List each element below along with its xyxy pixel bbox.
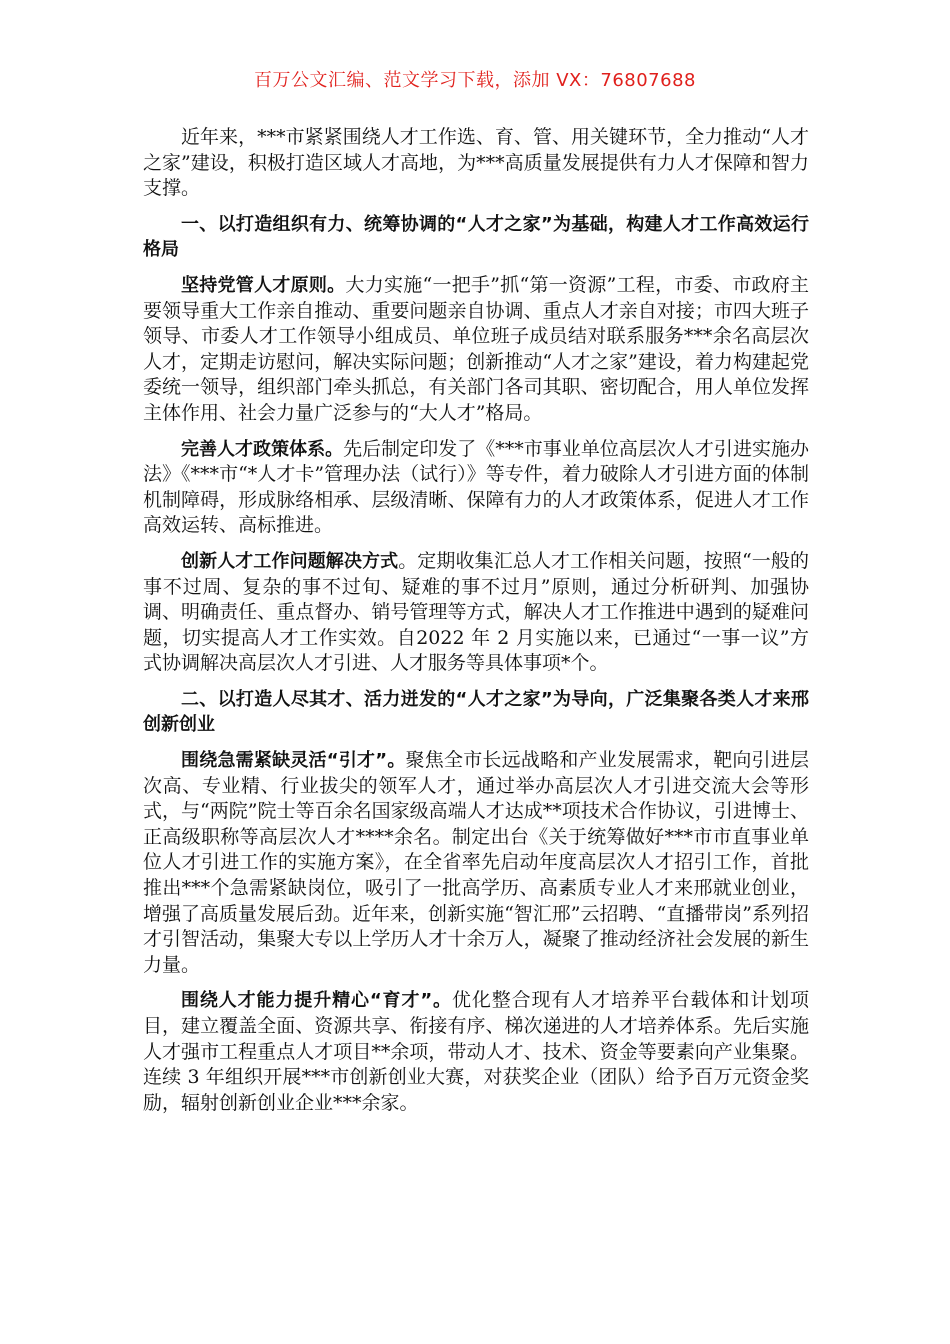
paragraph-body: 。定期收集汇总人才工作相关问题，按照“一般的事不过周、复杂的事不过旬、疑难的事不过月”原则，通过分析研判、加强协调、明确责任、重点督办、销号管理等方式，解决人才工作推进中遇到的疑难问题，切实提高人才工作实效。自2022 年 2 月实施以来，已通过“一事一议”方式协调解决高层次人才引进、人才服务等具体事项*个。 (143, 549, 810, 675)
section-2-paragraph-2 (143, 988, 809, 1116)
paragraph-lead: 围绕人才能力提升精心“育才”。 (181, 990, 452, 1012)
section-1-heading: 一、以打造组织有力、统筹协调的“人才之家”为基础，构建人才工作高效运行格局 (143, 213, 809, 261)
paragraph-lead: 坚持党管人才原则。 (181, 274, 346, 296)
section-2-heading: 二、以打造人尽其才、活力迸发的“人才之家”为导向，广泛集聚各类人才来邢创新创业 (143, 688, 809, 736)
paragraph-lead: 围绕急需紧缺灵活“引才”。 (181, 750, 406, 772)
section-1-paragraph-3 (143, 549, 809, 677)
paragraph-body: 优化整合现有人才培养平台载体和计划项目，建立覆盖全面、资源共享、衔接有序、梯次递进的人才培养体系。先后实施人才强市工程重点人才项目**余项，带动人才、技术、资金等要素向产业集聚。连续 3 年组织开展***市创新创业大赛，对获奖企业（团队）给予百万元资金奖励，辐射创新创业企业***余家。 (143, 989, 809, 1114)
paragraph-lead: 创新人才工作问题解决方式 (181, 550, 399, 572)
paragraph-body: 大力实施“一把手”抓“第一资源”工程，市委、市政府主要领导重大工作亲自推动、重要问题亲自协调、重点人才亲自对接；市四大班子领导、市委人才工作领导小组成员、单位班子成员结对联系服务***余名高层次人才，定期走访慰问，解决实际问题；创新推动“人才之家”建设，着力构建起党委统一领导，组织部门牵头抓总，有关部门各司其职、密切配合，用人单位发挥主体作用、社会力量广泛参与的“大人才”格局。 (143, 273, 809, 424)
download-banner: 百万公文汇编、范文学习下载，添加 VX：76807688 (254, 70, 696, 91)
intro-paragraph: 近年来，***市紧紧围绕人才工作选、育、管、用关键环节，全力推动“人才之家”建设，积极打造区域人才高地，为***高质量发展提供有力人才保障和智力支撑。 (143, 126, 809, 200)
document-body (143, 125, 809, 1126)
paragraph-lead: 完善人才政策体系。 (181, 438, 344, 460)
section-1-paragraph-2 (143, 437, 809, 539)
section-2-paragraph-1 (143, 748, 809, 978)
section-1-paragraph-1 (143, 273, 809, 427)
paragraph-body: 先后制定印发了《***市事业单位高层次人才引进实施办法》《***市“*人才卡”管理办法（试行）》等专件，着力破除人才引进方面的体制机制障碍，形成脉络相承、层级清晰、保障有力的人才政策体系，促进人才工作高效运转、高标推进。 (143, 437, 809, 537)
paragraph-body: 聚焦全市长远战略和产业发展需求，靶向引进层次高、专业精、行业拔尖的领军人才，通过举办高层次人才引进交流大会等形式，与“两院”院士等百余名国家级高端人才达成**项技术合作协议，引进博士、正高级职称等高层次人才****余名。制定出台《关于统筹做好***市市直事业单位人才引进工作的实施方案》，在全省率先启动年度高层次人才招引工作，首批推出***个急需紧缺岗位，吸引了一批高学历、高素质专业人才来邢就业创业，增强了高质量发展后劲。近年来，创新实施“智汇邢”云招聘、“直播带岗”系列招才引智活动，集聚大专以上学历人才十余万人，凝聚了推动经济社会发展的新生力量。 (143, 749, 809, 976)
